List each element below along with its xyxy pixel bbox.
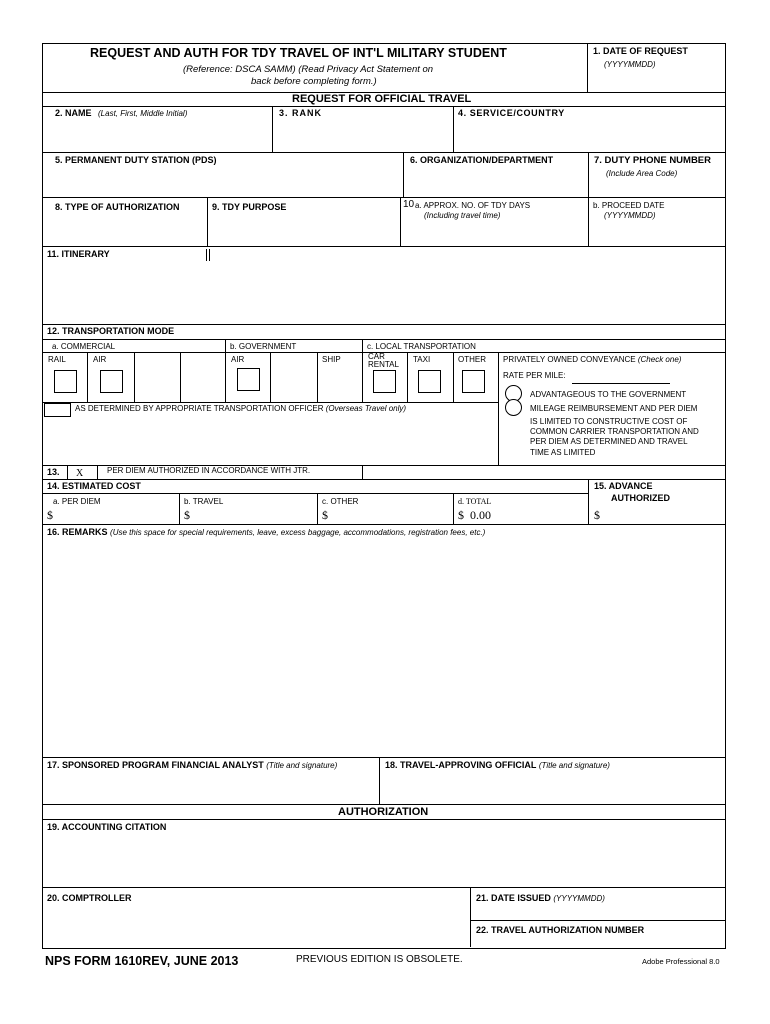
organization-label: 6. ORGANIZATION/DEPARTMENT bbox=[410, 155, 554, 165]
approver-label-text: 18. TRAVEL-APPROVING OFFICIAL bbox=[385, 760, 537, 770]
estimated-cost-title: 14. ESTIMATED COST bbox=[47, 481, 141, 491]
commercial-label: a. COMMERCIAL bbox=[52, 342, 116, 351]
car-rental-checkbox[interactable] bbox=[373, 370, 396, 393]
total-cost-value: 0.00 bbox=[470, 508, 491, 522]
proceed-date-format: (YYYYMMDD) bbox=[604, 211, 656, 220]
analyst-hint: (Title and signature) bbox=[266, 761, 338, 770]
phone-hint: (Include Area Code) bbox=[606, 169, 678, 178]
ato-label-text: AS DETERMINED BY APPROPRIATE TRANSPORTATION OFFICER bbox=[75, 404, 324, 413]
reference-line-2: back before completing form.) bbox=[251, 76, 377, 87]
poc-label-text: PRIVATELY OWNED CONVEYANCE bbox=[503, 355, 636, 364]
taxi-checkbox[interactable] bbox=[418, 370, 441, 393]
rail-label: RAIL bbox=[48, 355, 66, 364]
date-of-request-format: (YYYYMMDD) bbox=[604, 60, 656, 69]
form-id: NPS FORM 1610REV, JUNE 2013 bbox=[45, 954, 239, 968]
pds-field[interactable] bbox=[45, 167, 400, 195]
limited-line-2: COMMON CARRIER TRANSPORTATION AND bbox=[530, 427, 699, 436]
mileage-radio[interactable] bbox=[505, 399, 522, 416]
mileage-label: MILEAGE REIMBURSEMENT AND PER DIEM bbox=[530, 404, 698, 413]
authorization-title: AUTHORIZATION bbox=[338, 806, 429, 818]
software-label: Adobe Professional 8.0 bbox=[642, 957, 720, 966]
other-cost-label: c. OTHER bbox=[322, 497, 359, 506]
name-field[interactable] bbox=[45, 120, 270, 150]
proceed-date-label: b. PROCEED DATE bbox=[593, 201, 665, 210]
date-of-request-field[interactable] bbox=[590, 70, 722, 90]
ato-checkbox[interactable] bbox=[44, 403, 71, 417]
date-issued-field[interactable] bbox=[473, 905, 722, 919]
other-cost-field[interactable] bbox=[332, 506, 448, 522]
per-diem-text: PER DIEM AUTHORIZED IN ACCORDANCE WITH JTR. bbox=[107, 466, 311, 475]
poc-label bbox=[503, 355, 681, 364]
limited-line-1: IS LIMITED TO CONSTRUCTIVE COST OF bbox=[530, 417, 688, 426]
name-label: 2. NAME bbox=[55, 108, 92, 118]
remarks-field[interactable] bbox=[45, 540, 722, 755]
total-cost-label: d. TOTAL bbox=[458, 497, 492, 506]
accounting-citation-field[interactable] bbox=[45, 834, 722, 884]
rate-per-mile-label: RATE PER MILE: bbox=[503, 371, 566, 380]
ta-number-field[interactable] bbox=[473, 936, 722, 946]
date-issued-format: (YYYYMMDD) bbox=[553, 894, 605, 903]
tdy-purpose-field[interactable] bbox=[210, 214, 398, 244]
analyst-label-text: 17. SPONSORED PROGRAM FINANCIAL ANALYST bbox=[47, 760, 264, 770]
advance-currency: $ bbox=[594, 508, 600, 522]
comptroller-label: 20. COMPTROLLER bbox=[47, 893, 132, 903]
authorization-type-field[interactable] bbox=[45, 214, 205, 244]
authorization-type-label: 8. TYPE OF AUTHORIZATION bbox=[55, 202, 180, 212]
obsolete-notice: PREVIOUS EDITION IS OBSOLETE. bbox=[296, 954, 463, 965]
advance-field[interactable] bbox=[604, 506, 722, 522]
form-title: REQUEST AND AUTH FOR TDY TRAVEL OF INT'L MILITARY STUDENT bbox=[90, 46, 507, 60]
tdy-days-number: 10 bbox=[403, 199, 415, 210]
total-currency: $ bbox=[458, 508, 464, 522]
pds-label: 5. PERMANENT DUTY STATION (PDS) bbox=[55, 155, 217, 165]
tdy-days-hint: (Including travel time) bbox=[424, 211, 501, 220]
limited-line-3: PER DIEM AS DETERMINED AND TRAVEL bbox=[530, 437, 688, 446]
car-rental-label-2: RENTAL bbox=[368, 360, 399, 369]
approver-hint: (Title and signature) bbox=[538, 761, 610, 770]
service-country-field[interactable] bbox=[456, 120, 722, 150]
rank-field[interactable] bbox=[275, 120, 451, 150]
accounting-citation-label: 19. ACCOUNTING CITATION bbox=[47, 822, 167, 832]
tdy-days-label: a. APPROX. NO. OF TDY DAYS bbox=[415, 201, 531, 210]
rate-per-mile-field[interactable] bbox=[572, 369, 670, 383]
travel-cost-field[interactable] bbox=[194, 506, 312, 522]
government-air-label: AIR bbox=[231, 355, 245, 364]
local-transport-label: c. LOCAL TRANSPORTATION bbox=[367, 342, 476, 351]
ato-label bbox=[75, 404, 406, 413]
limited-line-4: TIME AS LIMITED bbox=[530, 448, 596, 457]
date-of-request-label: 1. DATE OF REQUEST bbox=[593, 46, 688, 56]
advantageous-label: ADVANTAGEOUS TO THE GOVERNMENT bbox=[530, 390, 687, 399]
poc-hint: (Check one) bbox=[637, 355, 682, 364]
advance-label-1: 15. ADVANCE bbox=[594, 481, 653, 491]
per-diem-cost-label: a. PER DIEM bbox=[53, 497, 101, 506]
itinerary-label: 11. ITINERARY bbox=[47, 249, 110, 259]
remarks-label-text: 16. REMARKS bbox=[47, 527, 108, 537]
name-hint: (Last, First, Middle Initial) bbox=[98, 109, 188, 118]
service-country-label: 4. SERVICE/COUNTRY bbox=[458, 108, 565, 118]
section-request-title: REQUEST FOR OFFICIAL TRAVEL bbox=[292, 93, 472, 105]
phone-label: 7. DUTY PHONE NUMBER bbox=[594, 155, 712, 166]
remarks-hint: (Use this space for special requirements, leave, excess baggage, accommodations, registration fees, etc.) bbox=[110, 528, 486, 537]
per-diem-number: 13. bbox=[47, 467, 60, 477]
other-label: OTHER bbox=[458, 355, 486, 364]
date-issued-label-text: 21. DATE ISSUED bbox=[476, 893, 551, 903]
per-diem-currency: $ bbox=[47, 508, 53, 522]
reference-line-1: (Reference: DSCA SAMM) (Read Privacy Act Statement on bbox=[183, 64, 434, 75]
phone-field[interactable] bbox=[591, 180, 722, 196]
travel-cost-label: b. TRAVEL bbox=[184, 497, 224, 506]
travel-currency: $ bbox=[184, 508, 190, 522]
other-transport-checkbox[interactable] bbox=[462, 370, 485, 393]
approver-label bbox=[385, 760, 610, 770]
proceed-date-field[interactable] bbox=[591, 222, 722, 244]
commercial-air-checkbox[interactable] bbox=[100, 370, 123, 393]
advance-label-2: AUTHORIZED bbox=[611, 493, 670, 503]
commercial-air-label: AIR bbox=[93, 355, 107, 364]
per-diem-mark: X bbox=[76, 468, 84, 479]
analyst-label bbox=[47, 760, 337, 770]
other-currency: $ bbox=[322, 508, 328, 522]
taxi-label: TAXI bbox=[413, 355, 431, 364]
organization-field[interactable] bbox=[406, 167, 586, 195]
rank-label: 3. RANK bbox=[279, 108, 323, 118]
ship-label: SHIP bbox=[322, 355, 341, 364]
government-label: b. GOVERNMENT bbox=[230, 342, 297, 351]
ato-hint: (Overseas Travel only) bbox=[325, 404, 407, 413]
date-issued-label bbox=[476, 893, 605, 903]
tdy-purpose-label: 9. TDY PURPOSE bbox=[212, 202, 287, 212]
per-diem-cost-field[interactable] bbox=[57, 506, 175, 522]
comptroller-field[interactable] bbox=[45, 905, 465, 945]
rail-checkbox[interactable] bbox=[54, 370, 77, 393]
tdy-days-field[interactable] bbox=[403, 222, 585, 244]
car-rental-label-1: CAR bbox=[368, 352, 385, 361]
approver-signature-field[interactable] bbox=[382, 772, 722, 802]
analyst-signature-field[interactable] bbox=[45, 772, 375, 802]
itinerary-field[interactable] bbox=[210, 248, 722, 322]
ta-number-label: 22. TRAVEL AUTHORIZATION NUMBER bbox=[476, 925, 645, 935]
remarks-label bbox=[47, 527, 485, 537]
transportation-title: 12. TRANSPORTATION MODE bbox=[47, 326, 175, 336]
government-air-checkbox[interactable] bbox=[237, 368, 260, 391]
